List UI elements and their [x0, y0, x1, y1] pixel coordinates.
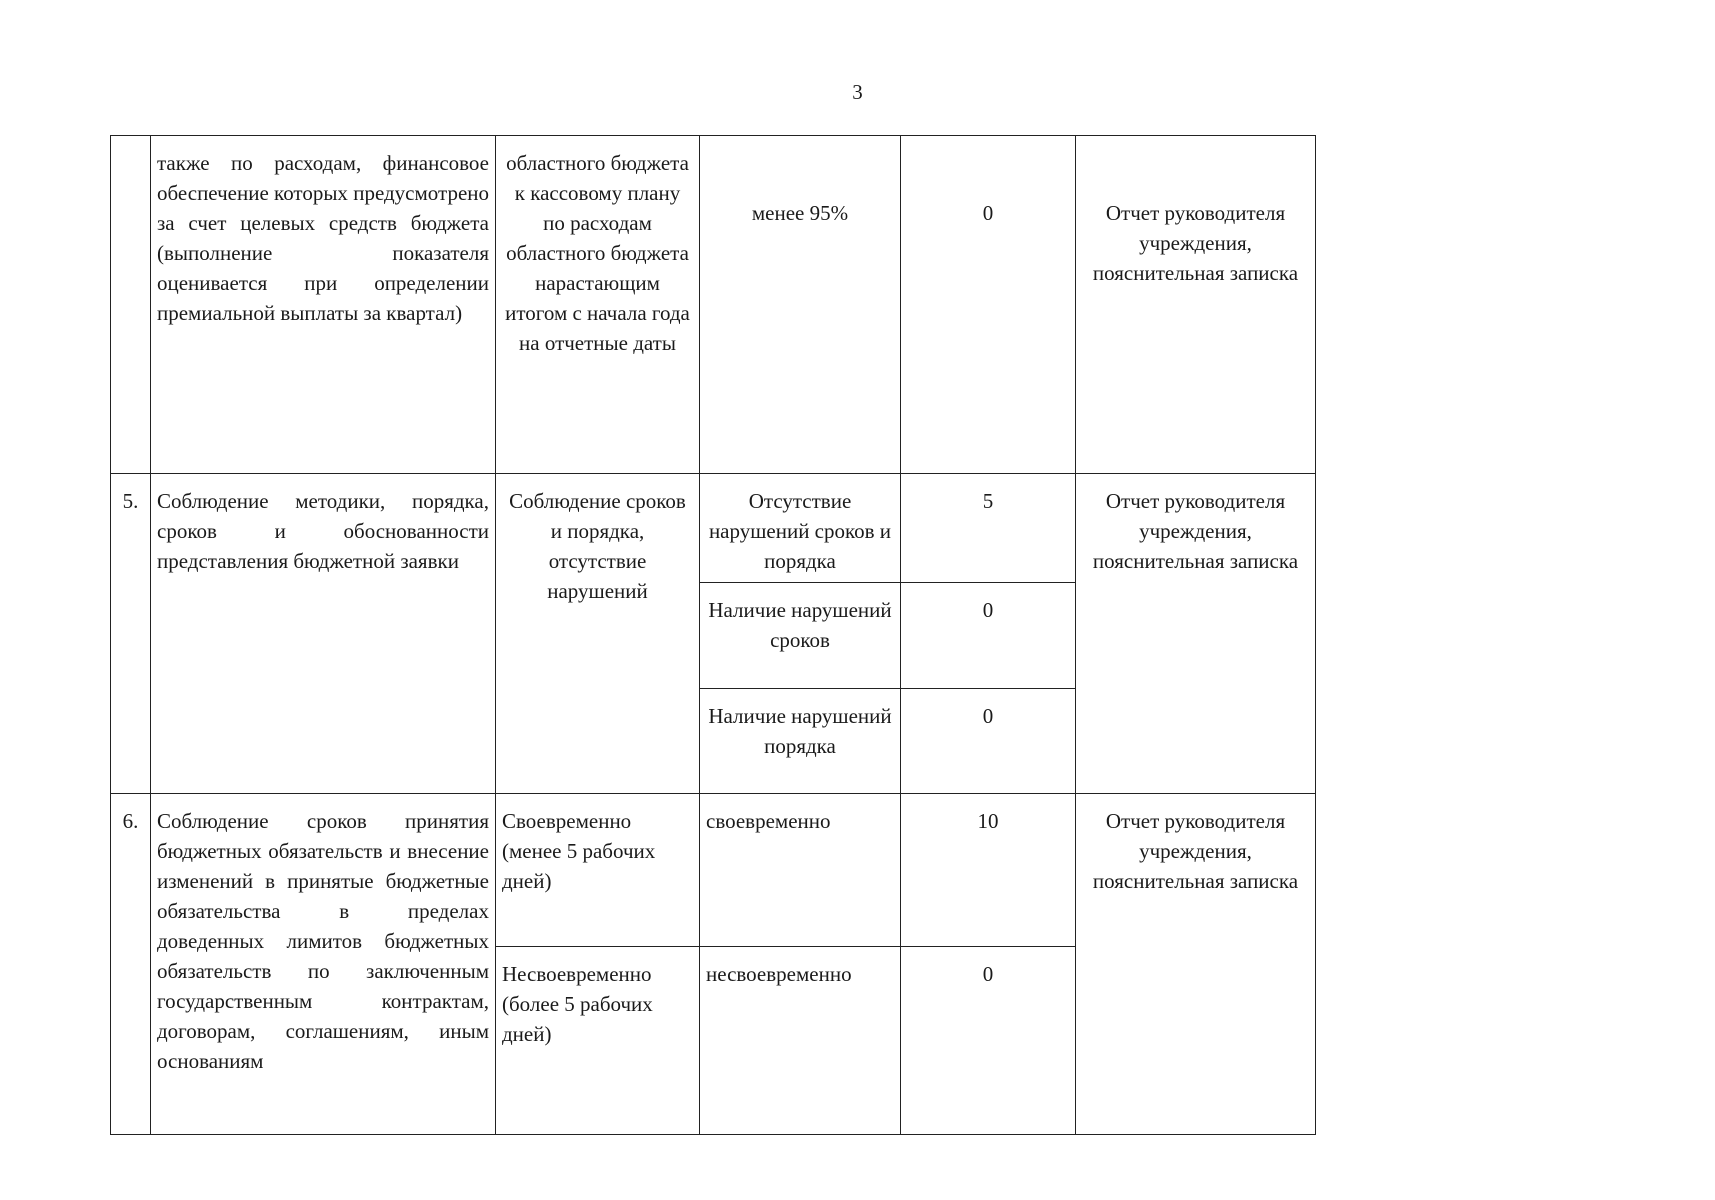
- row-number: [111, 136, 151, 474]
- table-row: [111, 474, 1316, 583]
- value-cell: менее 95%: [700, 136, 901, 474]
- criteria-cell: также по расходам, финансовое обеспечение которых предусмотрено за счет целевых средств бюджета (выполнение показателя оценивается при определении премиальной выплаты за квартал): [151, 136, 496, 474]
- value-cell: своевременно: [700, 794, 901, 947]
- value-cell: Наличие нарушений сроков: [700, 583, 901, 689]
- source-cell: Отчет руководителя учреждения, пояснительная записка: [1076, 474, 1316, 794]
- row-number: 5.: [111, 474, 151, 794]
- points-cell: 10: [901, 794, 1076, 947]
- value-cell: Наличие нарушений порядка: [700, 689, 901, 794]
- value-cell: Отсутствие нарушений сроков и порядка: [700, 474, 901, 583]
- table-row: [111, 794, 1316, 947]
- criteria-table: [110, 135, 1316, 1135]
- table-row: [111, 136, 1316, 474]
- source-cell: Отчет руководителя учреждения, пояснительная записка: [1076, 794, 1316, 1135]
- value-cell: несвоевременно: [700, 947, 901, 1135]
- page-number: 3: [852, 80, 863, 104]
- points-cell: 0: [901, 947, 1076, 1135]
- indicator-cell: Несвоевременно (более 5 рабочих дней): [496, 947, 700, 1135]
- criteria-cell: Соблюдение сроков принятия бюджетных обязательств и внесение изменений в принятые бюджетные обязательства в пределах доведенных лимитов бюджетных обязательств по заключенным государственным контрактам, договорам, соглашениям, иным основаниям: [151, 794, 496, 1135]
- row-number: 6.: [111, 794, 151, 1135]
- indicator-cell: Соблюдение сроков и порядка, отсутствие нарушений: [496, 474, 700, 794]
- indicator-cell: областного бюджета к кассовому плану по расходам областного бюджета нарастающим итогом с начала года на отчетные даты: [496, 136, 700, 474]
- points-cell: 0: [901, 583, 1076, 689]
- criteria-cell: Соблюдение методики, порядка, сроков и обоснованности представления бюджетной заявки: [151, 474, 496, 794]
- points-cell: 0: [901, 689, 1076, 794]
- points-cell: 0: [901, 136, 1076, 474]
- source-cell: Отчет руководителя учреждения, пояснительная записка: [1076, 136, 1316, 474]
- points-cell: 5: [901, 474, 1076, 583]
- indicator-cell: Своевременно (менее 5 рабочих дней): [496, 794, 700, 947]
